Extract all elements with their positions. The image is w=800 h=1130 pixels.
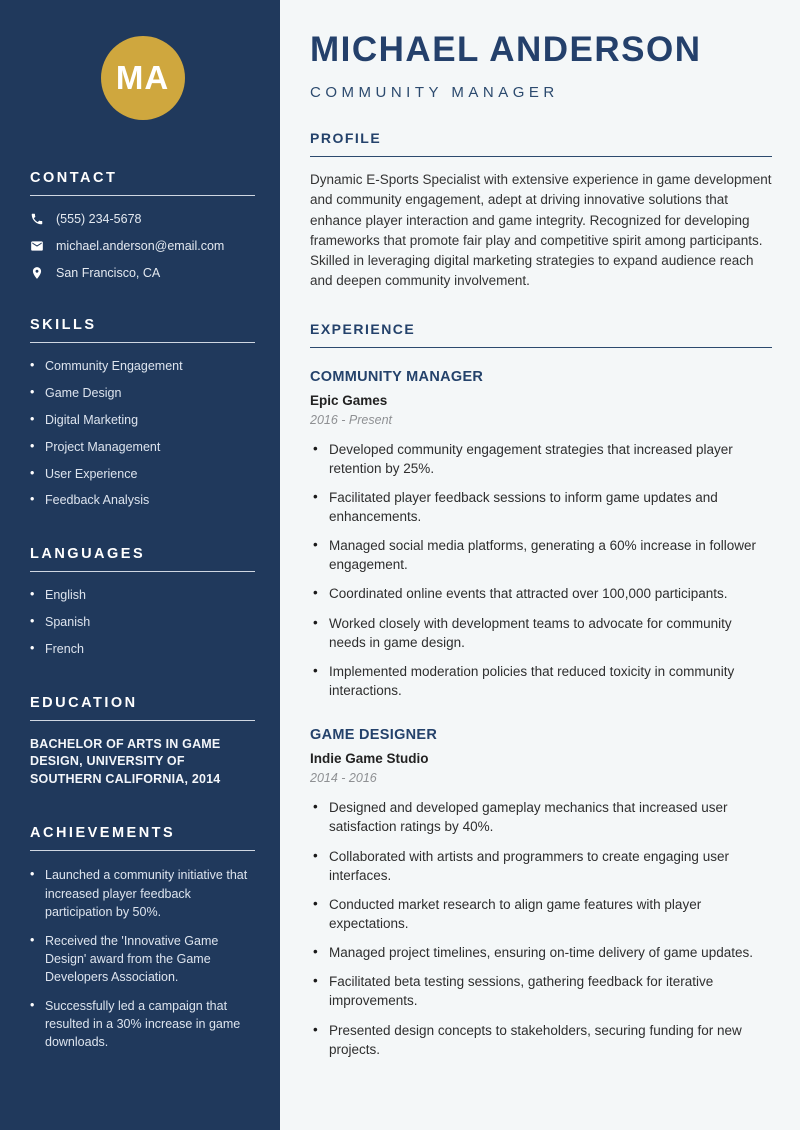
job-bullet: • Worked closely with development teams to advocate for community needs in game design. bbox=[310, 614, 772, 652]
job-bullet: • Facilitated player feedback sessions to inform game updates and enhancements. bbox=[310, 488, 772, 526]
job-bullet: • Managed social media platforms, generating a 60% increase in follower engagement. bbox=[310, 536, 772, 574]
phone-value: (555) 234-5678 bbox=[56, 212, 142, 226]
email-value: michael.anderson@email.com bbox=[56, 239, 225, 253]
experience-section bbox=[310, 321, 772, 1059]
contact-phone-row bbox=[30, 212, 255, 226]
location-value: San Francisco, CA bbox=[56, 266, 161, 280]
avatar-container bbox=[30, 36, 255, 120]
contact-location-row bbox=[30, 266, 255, 280]
skill-item: • Project Management bbox=[30, 439, 255, 456]
skill-item: • User Experience bbox=[30, 466, 255, 483]
candidate-name: MICHAEL ANDERSON bbox=[310, 30, 702, 69]
job-bullet: • Facilitated beta testing sessions, gathering feedback for iterative improvements. bbox=[310, 972, 772, 1010]
education-section bbox=[30, 695, 255, 789]
sidebar bbox=[0, 0, 280, 1130]
job-bullet: • Conducted market research to align game features with player expectations. bbox=[310, 895, 772, 933]
skill-item: • Game Design bbox=[30, 385, 255, 402]
language-item: • French bbox=[30, 641, 255, 658]
skill-item: • Digital Marketing bbox=[30, 412, 255, 429]
languages-heading: LANGUAGES bbox=[30, 546, 255, 572]
experience-job bbox=[310, 727, 772, 1059]
education-heading: EDUCATION bbox=[30, 695, 255, 721]
profile-section bbox=[310, 130, 772, 292]
contact-heading: CONTACT bbox=[30, 170, 255, 196]
languages-list bbox=[30, 587, 255, 658]
contact-list bbox=[30, 212, 255, 280]
contact-section bbox=[30, 170, 255, 280]
avatar bbox=[101, 36, 185, 120]
email-icon bbox=[30, 239, 44, 253]
education-degree: BACHELOR OF ARTS IN GAME DESIGN, UNIVERSITY OF SOUTHERN CALIFORNIA, 2014 bbox=[30, 736, 221, 786]
skill-item: • Feedback Analysis bbox=[30, 492, 255, 509]
language-item: • Spanish bbox=[30, 614, 255, 631]
achievement-item: • Received the 'Innovative Game Design' award from the Game Developers Association. bbox=[30, 932, 255, 986]
job-title: COMMUNITY MANAGER bbox=[310, 368, 484, 385]
skills-section bbox=[30, 317, 255, 509]
job-dates: 2014 - 2016 bbox=[310, 771, 377, 786]
language-item: • English bbox=[30, 587, 255, 604]
job-company: Epic Games bbox=[310, 392, 388, 408]
job-title: GAME DESIGNER bbox=[310, 727, 438, 744]
achievement-item: • Launched a community initiative that increased player feedback participation by 50%. bbox=[30, 866, 255, 920]
skill-item: • Community Engagement bbox=[30, 358, 255, 375]
achievements-section bbox=[30, 825, 255, 1051]
job-bullet: • Designed and developed gameplay mechanics that increased user satisfaction ratings by 40%. bbox=[310, 798, 772, 836]
job-bullet: • Collaborated with artists and programmers to create engaging user interfaces. bbox=[310, 847, 772, 885]
job-company: Indie Game Studio bbox=[310, 751, 429, 767]
job-dates: 2016 - Present bbox=[310, 412, 392, 427]
achievement-item: • Successfully led a campaign that resulted in a 30% increase in game downloads. bbox=[30, 997, 255, 1051]
phone-icon bbox=[30, 212, 44, 226]
skills-list bbox=[30, 358, 255, 509]
job-bullet: • Presented design concepts to stakeholders, securing funding for new projects. bbox=[310, 1021, 772, 1059]
achievements-list bbox=[30, 866, 255, 1051]
candidate-title: COMMUNITY MANAGER bbox=[310, 84, 559, 101]
profile-heading: PROFILE bbox=[310, 130, 772, 157]
job-bullet: • Developed community engagement strategies that increased player retention by 25%. bbox=[310, 440, 772, 478]
location-pin-icon bbox=[30, 266, 44, 280]
job-bullet-list bbox=[310, 440, 772, 701]
job-bullet: • Implemented moderation policies that reduced toxicity in community interactions. bbox=[310, 662, 772, 700]
skills-heading: SKILLS bbox=[30, 317, 255, 343]
main-content bbox=[280, 0, 800, 1130]
job-bullet: • Managed project timelines, ensuring on-time delivery of game updates. bbox=[310, 943, 772, 962]
experience-heading: EXPERIENCE bbox=[310, 321, 772, 348]
experience-job bbox=[310, 369, 772, 701]
profile-text: Dynamic E-Sports Specialist with extensive experience in game development and community engagement, adept at driving innovative solutions that enhance player interaction and game integrity. Recognized for developing frameworks that promote fair play and competitive spirit among participants. Skilled in leveraging digital marketing strategies to expand audience reach and deepen community involvement. bbox=[310, 172, 772, 289]
contact-email-row bbox=[30, 239, 255, 253]
avatar-initials: MA bbox=[115, 59, 170, 96]
job-bullet: • Coordinated online events that attracted over 100,000 participants. bbox=[310, 584, 772, 603]
languages-section bbox=[30, 546, 255, 658]
job-bullet-list bbox=[310, 798, 772, 1059]
achievements-heading: ACHIEVEMENTS bbox=[30, 825, 255, 851]
